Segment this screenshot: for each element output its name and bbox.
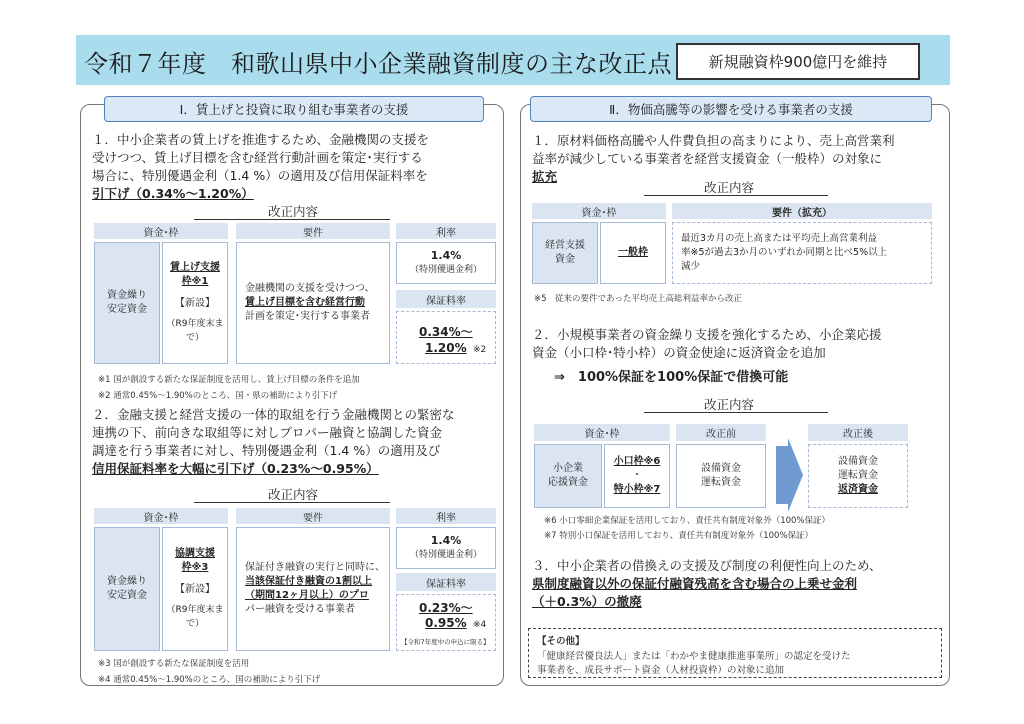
- text-line: 場合に、特別優遇金利（1.4 %）の適用及び信用保証料率を: [92, 168, 428, 183]
- header-fee: 保証料率: [396, 290, 496, 308]
- text-line: 資金（小口枠･特小枠）の資金使途に返済資金を追加: [532, 345, 826, 360]
- budget-badge: 新規融資枠900億円を維持: [676, 43, 920, 80]
- new-label: 【新設】: [175, 584, 215, 595]
- right-paragraph-2: [532, 326, 882, 362]
- fee-line: 1.20%: [425, 341, 467, 355]
- before-cell: [676, 444, 766, 508]
- fund-cell: [94, 527, 160, 651]
- before-line: 設備資金: [701, 463, 741, 474]
- req-line: 減少: [681, 261, 701, 272]
- text-line: 県制度融資以外の保証付融資残高を含む場合の上乗せ金利: [532, 576, 858, 591]
- rate-value: 1.4%: [430, 249, 462, 262]
- note-3: ※3 国が創設する新たな保証制度を活用: [98, 659, 250, 669]
- header-requirement: 要件: [236, 508, 390, 524]
- left-paragraph-2: [92, 406, 455, 478]
- frame-cell: [600, 222, 666, 284]
- requirement-cell: [236, 242, 390, 364]
- text-line: 益率が減少している事業者を経営支援資金（一般枠）の対象に: [532, 151, 883, 166]
- text-line: １．原材料価格高騰や人件費負担の高まりにより、売上高営業利: [532, 133, 895, 148]
- after-line: 返済資金: [838, 484, 878, 495]
- req-line: 率※5が過去3か月のいずれか同期と比べ5%以上: [681, 247, 888, 258]
- kaisei-underline-2: [194, 502, 390, 503]
- text-line: ２．金融支援と経営支援の一体的取組を行う金融機関との緊密な: [92, 407, 455, 422]
- fund-line: 小企業: [553, 463, 583, 474]
- fund-line: 資金繰り: [107, 576, 147, 587]
- fee-line: 0.34%～: [419, 325, 473, 339]
- note-5: ※5 従来の要件であった平均売上高総利益率から改正: [534, 294, 742, 304]
- fund-line: 安定資金: [107, 304, 147, 315]
- requirement-cell: [236, 527, 390, 651]
- requirement-cell: [672, 222, 932, 284]
- fee-cell: [396, 594, 496, 651]
- req-line: パー融資を受ける事業者: [245, 604, 355, 615]
- text-line: 連携の下、前向きな取組等に対しプロパー融資と協調した資金: [92, 425, 443, 440]
- kaisei-underline-3: [644, 195, 828, 196]
- rate-cell: [396, 242, 496, 284]
- text-line: 調達を行う事業者に対し、特別優遇金利（1.4 %）の適用及び: [92, 443, 441, 458]
- frame-line: 賃上げ支援: [170, 262, 220, 273]
- header-fund: 資金･枠: [94, 508, 228, 524]
- rate-cell: [396, 527, 496, 569]
- header-fund: 資金･枠: [534, 424, 670, 441]
- header-after: 改正後: [808, 424, 908, 441]
- header-requirement: 要件: [236, 223, 390, 239]
- frame-cell: [604, 444, 670, 508]
- header-fee: 保証料率: [396, 573, 496, 591]
- before-line: 運転資金: [701, 477, 741, 488]
- kaisei-label: 改正内容: [268, 204, 319, 219]
- new-label: 【新設】: [175, 298, 215, 309]
- note-1: ※1 国が創設する新たな保証制度を活用し、賃上げ目標の条件を追加: [98, 375, 360, 385]
- req-line: 賃上げ目標を含む経営行動: [245, 297, 365, 308]
- text-line: ２．小規模事業者の資金繰り支援を強化するため、小企業応援: [532, 327, 882, 342]
- header-fund: 資金･枠: [94, 223, 228, 239]
- page-title: 令和７年度 和歌山県中小企業融資制度の主な改正点: [84, 50, 672, 78]
- note-7: ※7 特別小口保証を活用しており、責任共有制度対象外（100%保証）: [544, 531, 814, 541]
- frame-line: 特小枠※7: [613, 484, 661, 495]
- note-4: ※4 通常0.45%～1.90%のところ、国の補助により引下げ: [98, 675, 321, 685]
- after-line: 設備資金: [838, 456, 878, 467]
- rate-sub: （特別優遇金利）: [409, 550, 482, 560]
- after-line: 運転資金: [838, 470, 878, 481]
- until-label: （R9年度末まで）: [166, 605, 224, 629]
- kaisei-underline-4: [644, 412, 828, 413]
- arrow-text: ⇒ 100%保証を100%保証で借換可能: [554, 370, 789, 385]
- fund-line: 経営支援: [545, 240, 585, 251]
- fund-line: 応援資金: [548, 477, 588, 488]
- rate-value: 1.4%: [430, 534, 462, 547]
- frame-line: 小口枠※6: [613, 456, 661, 467]
- kaisei-label-4: 改正内容: [704, 397, 755, 412]
- fund-cell: [534, 444, 602, 508]
- header-requirement: 要件（拡充）: [672, 203, 932, 219]
- left-section-heading: Ⅰ．賃上げと投資に取り組む事業者の支援: [104, 96, 484, 122]
- fund-cell: [94, 242, 160, 364]
- text-line: 受けつつ、賃上げ目標を含む経営行動計画を策定･実行する: [92, 150, 423, 165]
- fee-note: ※2: [473, 345, 487, 355]
- req-line: （期間12ヶ月以上）のプロ: [245, 590, 369, 601]
- fund-line: 資金: [555, 254, 575, 265]
- header-rate: 利率: [396, 508, 496, 524]
- req-line: 計画を策定･実行する事業者: [245, 311, 370, 322]
- frame-cell: [162, 527, 228, 651]
- fund-line: 資金繰り: [107, 290, 147, 301]
- frame-dot: ・: [632, 470, 642, 481]
- frame-line: 一般枠: [618, 247, 648, 258]
- header-fund: 資金･枠: [532, 203, 666, 219]
- frame-line: 枠※3: [181, 562, 209, 573]
- fee-line: 0.23%～: [419, 601, 473, 615]
- text-line: 拡充: [532, 169, 558, 184]
- other-line: 事業者を、成長サポート資金（人材投資枠）の対象に追加: [537, 665, 785, 676]
- after-cell: [808, 444, 908, 508]
- frame-line: 協調支援: [175, 548, 215, 559]
- frame-cell: [162, 242, 228, 364]
- fund-cell: [532, 222, 598, 284]
- fee-cell: [396, 311, 496, 364]
- right-arrow-icon: [774, 438, 804, 512]
- req-line: 金融機関の支援を受けつつ、: [245, 283, 375, 294]
- req-line: 当該保証付き融資の1割以上: [245, 576, 372, 587]
- kaisei-label-2: 改正内容: [268, 487, 319, 502]
- fund-line: 安定資金: [107, 590, 147, 601]
- kaisei-underline: [194, 219, 390, 220]
- note-2: ※2 通常0.45%～1.90%のところ、国・県の補助により引下げ: [98, 391, 338, 401]
- req-line: 最近3カ月の売上高または平均売上高営業利益: [681, 233, 878, 244]
- frame-line: 枠※1: [181, 276, 209, 287]
- other-title: 【その他】: [537, 636, 585, 647]
- text-line: 信用保証料率を大幅に引下げ（0.23%～0.95%）: [92, 461, 379, 476]
- header-rate: 利率: [396, 223, 496, 239]
- other-line: 「健康経営優良法人」または「わかやま健康推進事業所」の認定を受けた: [537, 651, 851, 662]
- text-line: （＋0.3%）の撤廃: [532, 594, 642, 609]
- other-box: [528, 628, 942, 678]
- text-line: ３．中小企業者の借換えの支援及び制度の利便性向上のため、: [532, 558, 882, 573]
- until-label: （R9年度末まで）: [166, 319, 224, 343]
- fee-line: 0.95%: [425, 616, 467, 630]
- right-paragraph-3: [532, 557, 882, 611]
- header-before: 改正前: [676, 424, 766, 441]
- fee-small: 【令和7年度中の申込に限る】: [401, 638, 490, 646]
- note-6: ※6 小口零細企業保証を活用しており、責任共有制度対象外（100%保証）: [544, 516, 831, 526]
- text-line: １．中小企業者の賃上げを推進するため、金融機関の支援を: [92, 132, 430, 147]
- kaisei-label-3: 改正内容: [704, 180, 755, 195]
- left-paragraph-1: [92, 131, 429, 203]
- right-section-heading: Ⅱ．物価高騰等の影響を受ける事業者の支援: [530, 96, 932, 122]
- text-line: 引下げ（0.34%～1.20%）: [92, 186, 254, 201]
- req-line: 保証付き融資の実行と同時に、: [245, 562, 385, 573]
- fee-note: ※4: [473, 620, 487, 630]
- rate-sub: （特別優遇金利）: [409, 265, 482, 275]
